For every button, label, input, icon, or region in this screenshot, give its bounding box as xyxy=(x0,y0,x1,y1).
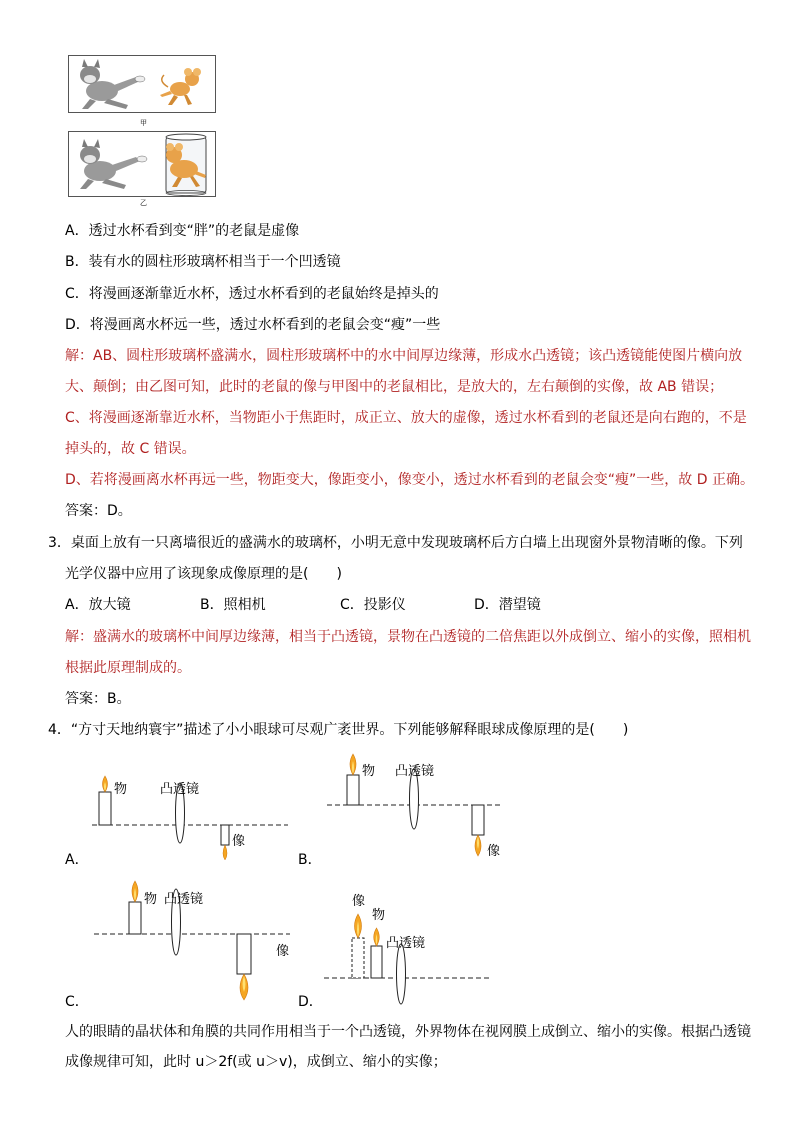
water-glass-illustration xyxy=(166,134,206,196)
q3-stem-line: 3．桌面上放有一只离墙很近的盛满水的玻璃杯，小明无意中发现玻璃杯后方白墙上出现窗外景物清晰的像。下列 xyxy=(48,535,743,551)
lens-label: 凸透镜 xyxy=(395,764,435,779)
q3-solution-line: 解：盛满水的玻璃杯中间厚边缘薄，相当于凸透镜，景物在凸透镜的二倍焦距以外成倒立、缩小的实像，照相机 xyxy=(65,629,751,645)
object-label: 物 xyxy=(144,892,158,907)
object-label: 物 xyxy=(362,764,376,779)
q2-solution-line: C、将漫画逐渐靠近水杯，当物距小于焦距时，成正立、放大的虚像，透过水杯看到的老鼠还是向右跑的，不是 xyxy=(65,410,747,426)
q3-option-c: C．投影仪 xyxy=(340,597,406,613)
q3-option-d: D．潜望镜 xyxy=(474,597,541,613)
q4-option-d-letter: D． xyxy=(298,994,323,1010)
diagram-d xyxy=(322,890,492,1008)
image-label: 像 xyxy=(487,844,501,859)
q4-explanation-line: 人的眼睛的晶状体和角膜的共同作用相当于一个凸透镜，外界物体在视网膜上成倒立、缩小的实像。根据凸透镜 xyxy=(65,1024,751,1040)
q3-answer: 答案：B。 xyxy=(65,691,131,707)
q4-stem: 4．“方寸天地纳寰宇”描述了小小眼球可尽观广袤世界。下列能够解释眼球成像原理的是( ) xyxy=(48,722,629,738)
q4-option-a-letter: A． xyxy=(65,852,89,868)
q4-option-c-letter: C． xyxy=(65,994,89,1010)
figure-jia xyxy=(68,55,216,113)
q2-option-d: D．将漫画离水杯远一些，透过水杯看到的老鼠会变“瘦”一些 xyxy=(65,317,441,333)
q2-option-a: A．透过水杯看到变“胖”的老鼠是虚像 xyxy=(65,223,300,239)
image-label: 像 xyxy=(276,944,290,959)
image-label: 像 xyxy=(352,894,366,909)
lens-label: 凸透镜 xyxy=(386,936,426,951)
diagram-b xyxy=(325,748,505,863)
diagram-a xyxy=(90,768,290,863)
lens-label: 凸透镜 xyxy=(160,782,200,797)
q4-explanation-line: 成像规律可知，此时 u＞2f(或 u＞v)，成倒立、缩小的实像； xyxy=(65,1054,447,1070)
q2-solution-line: 解：AB、圆柱形玻璃杯盛满水，圆柱形玻璃杯中的水中间厚边缘薄，形成水凸透镜；该凸透镜能使图片横向放 xyxy=(65,348,743,364)
figure-caption-yi: 乙 xyxy=(140,199,147,207)
q4-option-b-letter: B． xyxy=(298,852,322,868)
q2-answer: 答案：D。 xyxy=(65,503,132,519)
q3-option-b: B．照相机 xyxy=(200,597,266,613)
figure-caption-jia: 甲 xyxy=(140,119,147,127)
q3-option-a: A．放大镜 xyxy=(65,597,131,613)
image-label: 像 xyxy=(232,834,246,849)
q3-stem-line: 光学仪器中应用了该现象成像原理的是( ) xyxy=(65,566,342,582)
q2-option-b: B．装有水的圆柱形玻璃杯相当于一个凹透镜 xyxy=(65,254,341,270)
diagram-c xyxy=(92,876,292,1004)
figure-yi xyxy=(68,131,216,197)
q2-solution-line: D、若将漫画离水杯再远一些，物距变大，像距变小，像变小，透过水杯看到的老鼠会变“瘦”一些，故 D 正确。 xyxy=(65,472,754,488)
q3-solution-line: 根据此原理制成的。 xyxy=(65,660,191,676)
object-label: 物 xyxy=(114,782,128,797)
q2-option-c: C．将漫画逐渐靠近水杯，透过水杯看到的老鼠始终是掉头的 xyxy=(65,286,439,302)
q2-solution-line: 掉头的，故 C 错误。 xyxy=(65,441,196,457)
object-label: 物 xyxy=(372,908,386,923)
q2-solution-line: 大、颠倒；由乙图可知，此时的老鼠的像与甲图中的老鼠相比，是放大的，左右颠倒的实像，故 AB 错误； xyxy=(65,379,724,395)
lens-label: 凸透镜 xyxy=(164,892,204,907)
